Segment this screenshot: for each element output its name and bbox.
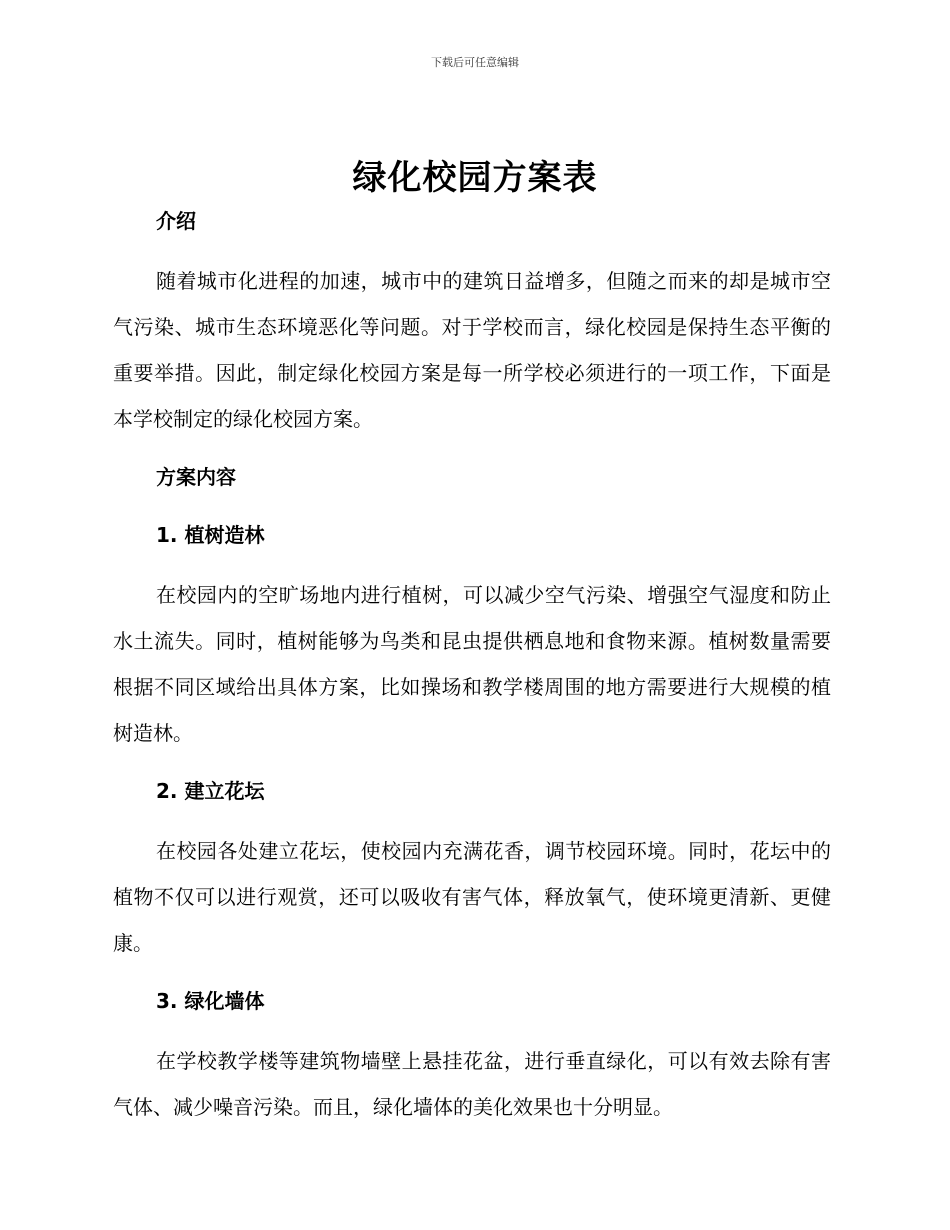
paragraph-item2: 在校园各处建立花坛，使校园内充满花香，调节校园环境。同时，花坛中的植物不仅可以进行观赏，还可以吸收有害气体，释放氧气，使环境更清新、更健康。 (113, 839, 831, 955)
section-heading-content: 方案内容 (156, 465, 236, 489)
paragraph-intro: 随着城市化进程的加速，城市中的建筑日益增多，但随之而来的却是城市空气污染、城市生态环境恶化等问题。对于学校而言，绿化校园是保持生态平衡的重要举措。因此，制定绿化校园方案是每一所学校必须进行的一项工作，下面是本学校制定的绿化校园方案。 (113, 269, 831, 431)
section-heading-item1: 1. 植树造林 (156, 523, 265, 547)
section-heading-item2: 2. 建立花坛 (156, 779, 265, 803)
header-note: 下载后可任意编辑 (431, 56, 519, 69)
document-body (113, 205, 831, 1130)
paragraph-item1: 在校园内的空旷场地内进行植树，可以减少空气污染、增强空气湿度和防止水土流失。同时，植树能够为鸟类和昆虫提供栖息地和食物来源。植树数量需要根据不同区域给出具体方案，比如操场和教学楼周围的地方需要进行大规模的植树造林。 (113, 583, 831, 745)
section-heading-item3: 3. 绿化墙体 (156, 989, 265, 1013)
section-heading-intro: 介绍 (156, 209, 196, 233)
document-title: 绿化校园方案表 (352, 158, 598, 198)
paragraph-item3: 在学校教学楼等建筑物墙壁上悬挂花盆，进行垂直绿化，可以有效去除有害气体、减少噪音污染。而且，绿化墙体的美化效果也十分明显。 (113, 1049, 831, 1119)
